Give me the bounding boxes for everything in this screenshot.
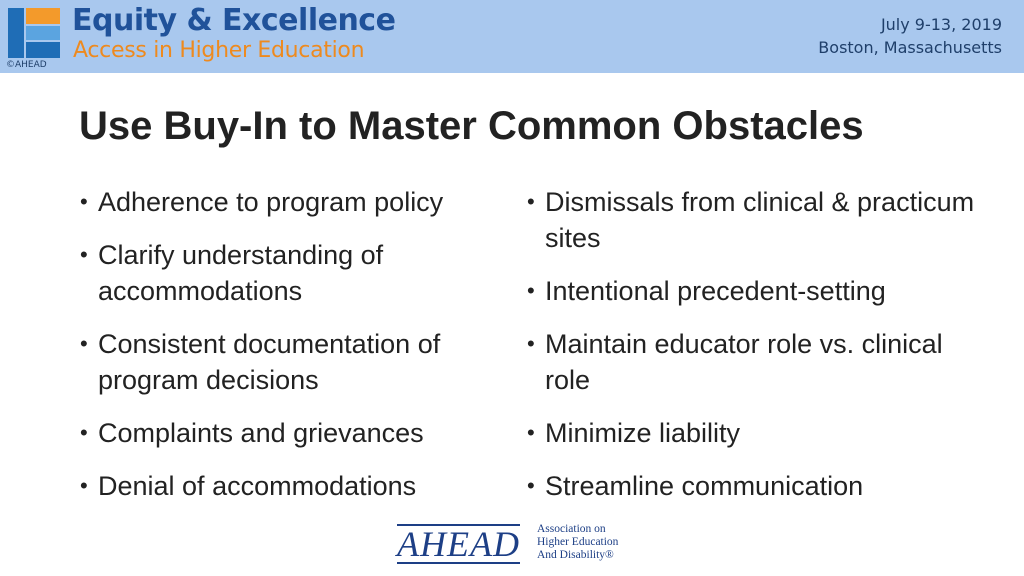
bullet-item: • Streamline communication (525, 468, 985, 504)
right-bullet-list (525, 184, 985, 521)
bullet-item: • Dismissals from clinical & practicum sites (525, 184, 985, 256)
association-line: And Disability® (537, 549, 614, 561)
ahead-logo (397, 520, 637, 568)
bullet-item: • Intentional precedent-setting (525, 273, 985, 309)
conference-title: Equity & Excellence (72, 3, 396, 38)
bullet-item: • Maintain educator role vs. clinical role (525, 326, 985, 398)
conference-date: July 9-13, 2019 (880, 15, 1002, 34)
bullet-item: • Consistent documentation of program decisions (78, 326, 508, 398)
association-line: Higher Education (537, 536, 619, 548)
conference-banner (0, 0, 1024, 73)
association-line: Association on (537, 523, 606, 535)
association-name (537, 523, 618, 562)
bullet-item: • Clarify understanding of accommodations (78, 237, 508, 309)
bullet-item: • Adherence to program policy (78, 184, 508, 220)
bullet-item: • Complaints and grievances (78, 415, 508, 451)
bullet-item: • Minimize liability (525, 415, 985, 451)
conference-subtitle: Access in Higher Education (73, 38, 365, 63)
copyright-text: ©AHEAD (6, 60, 47, 70)
ahead-logo-word: AHEAD (397, 524, 520, 564)
left-bullet-list (78, 184, 508, 521)
slide-title: Use Buy-In to Master Common Obstacles (79, 104, 864, 148)
conference-location: Boston, Massachusetts (818, 38, 1002, 57)
conference-logo-icon (8, 8, 60, 58)
bullet-item: • Denial of accommodations (78, 468, 508, 504)
